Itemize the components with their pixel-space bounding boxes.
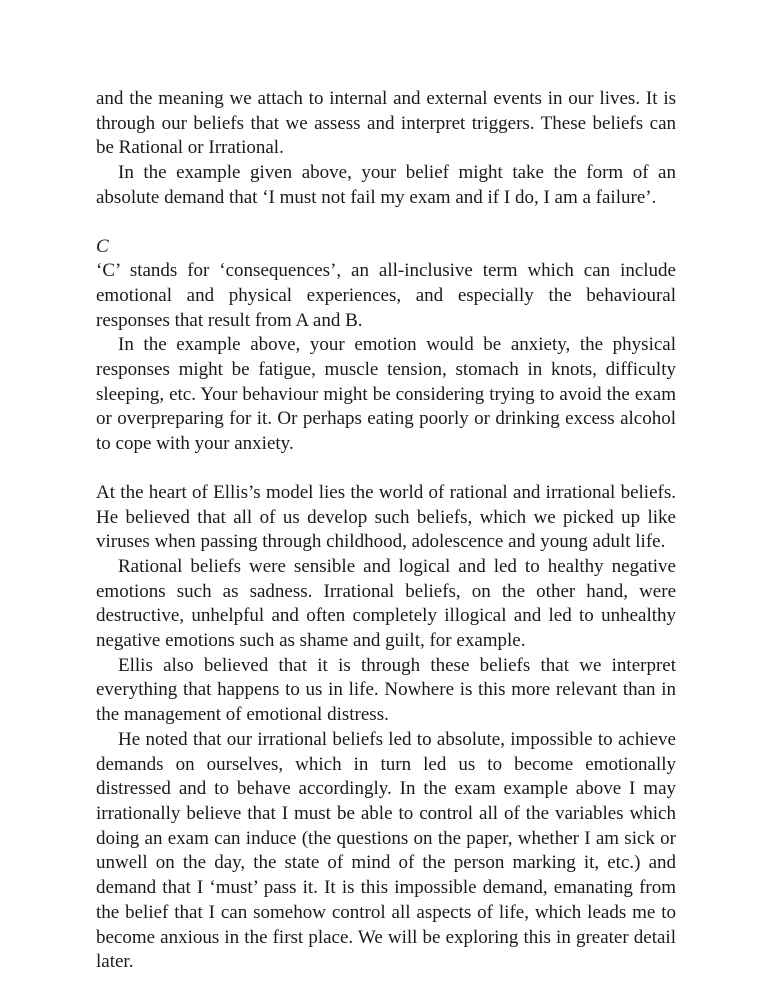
paragraph-consequences-example: In the example above, your emotion would be anxiety, the physical responses might be fatigue, muscle tension, stomach in knots, difficulty sleeping, etc. Your behaviour might be considering trying to avoid the exam or overpreparing for it. Or perhaps eating poorly or drinking excess alcohol to cope with your anxiety. xyxy=(96,334,676,455)
paragraph-ellis-model: At the heart of Ellis’s model lies the world of rational and irrational beliefs. He believed that all of us develop such beliefs, which we picked up like viruses when passing through childhood, adolescence and young adult life. xyxy=(96,481,676,553)
paragraph-beliefs-continued: and the meaning we attach to internal and external events in our lives. It is through our beliefs that we assess and interpret triggers. These beliefs can be Rational or Irrational. xyxy=(96,88,676,159)
paragraph-consequences-definition: ‘C’ stands for ‘consequences’, an all-inclusive term which can include emotional and physical experiences, and especially the behavioural responses that result from A and B. xyxy=(96,260,676,331)
paragraph-irrational-demands: He noted that our irrational beliefs led to absolute, impossible to achieve demands on ourselves, which in turn led us to become emotionally distressed and to behave accordingly. In the exam example above I may irrationally believe that I must be able to control all of the variables which doing an exam can induce (the questions on the paper, whether I am sick or unwell on the day, the state of mind of the person marking it, etc.) and demand that I ‘must’ pass it. It is this impossible demand, emanating from the belief that I can somehow control all aspects of life, which leads me to become anxious in the first place. We will be exploring this in greater detail later. xyxy=(96,728,676,973)
paragraph-rational-beliefs: Rational beliefs were sensible and logical and led to healthy negative emotions such as sadness. Irrational beliefs, on the other hand, were destructive, unhelpful and often completely illogical and led to unhealthy negative emotions such as shame and guilt, for example. xyxy=(96,555,676,652)
paragraph-belief-example: In the example given above, your belief might take the form of an absolute demand that ‘I must not fail my exam and if I do, I am a failure’. xyxy=(96,162,676,208)
section-heading-c: C xyxy=(96,235,109,257)
paragraph-ellis-interpretation: Ellis also believed that it is through these beliefs that we interpret everything that happens to us in life. Nowhere is this more relevant than in the management of emotional distress. xyxy=(96,654,676,726)
